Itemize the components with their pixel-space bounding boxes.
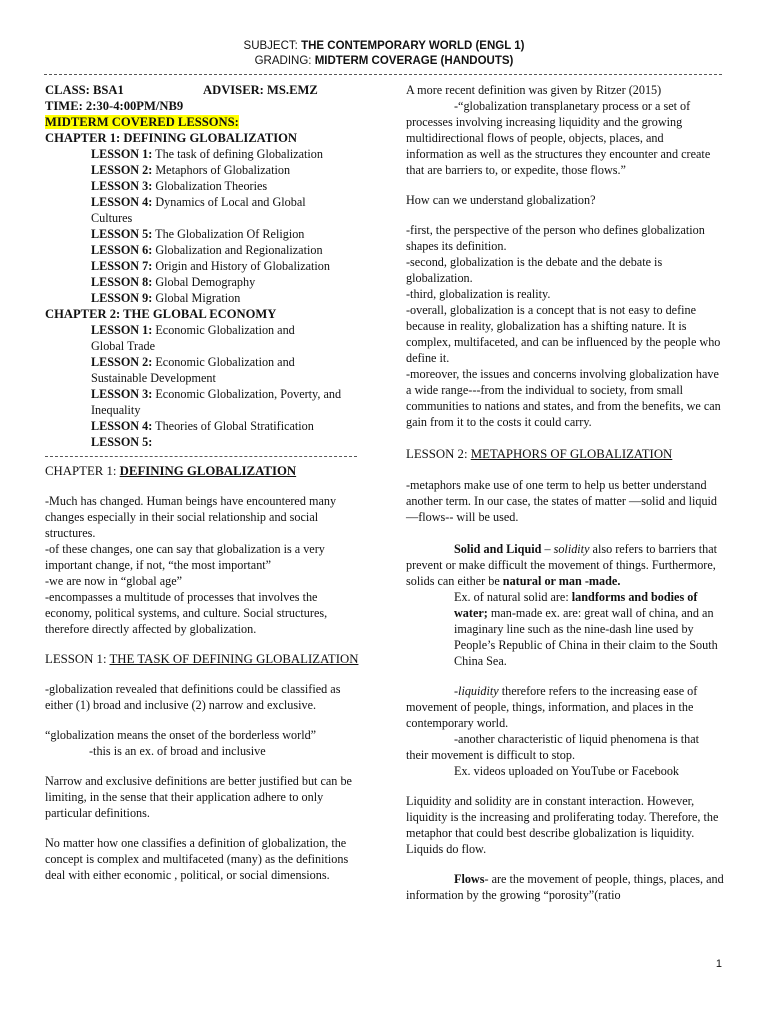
page-number: 1 (715, 958, 722, 970)
chapter1-lesson-list (45, 146, 363, 306)
paragraph: Liquidity and solidity are in constant interaction. However, liquidity is the increasing and proliferating today. Therefore, the metaphor that could best describe globalization is liquidity. Liquids do flow. (406, 793, 719, 856)
list-item: LESSON 1: The task of defining Globalization (91, 147, 323, 161)
covered-lessons-heading: MIDTERM COVERED LESSONS: (45, 115, 239, 129)
section-divider (45, 456, 357, 457)
lesson1-title: THE TASK OF DEFINING GLOBALIZATION (109, 652, 359, 666)
point: -second, globalization is the debate and the debate is globalization. (406, 255, 663, 285)
liquidity-characteristic: -another characteristic of liquid phenomena is that their movement is difficult to stop. (406, 731, 700, 762)
class-line (45, 82, 363, 98)
intro-paragraph: -we are now in “global age” (45, 574, 183, 588)
section-heading: CHAPTER 1: DEFINING GLOBALIZATION (45, 464, 297, 478)
examples-paragraph: Ex. of natural solid are: landforms and bodies of water; man-made ex. are: great wall of china, and an imaginary line such as the nine-dash line used by People’s Republic of China in their claim to the South China Sea. (454, 589, 718, 668)
point: -moreover, the issues and concerns involving globalization have a wide range---from the individual to society, from small communities to nations and states, and from the benefits, we can gain from it to the costs it could carry. (406, 367, 721, 429)
list-item: LESSON 4: Theories of Global Stratification (91, 419, 314, 433)
list-item: LESSON 3: Globalization Theories (91, 179, 268, 193)
point: -overall, globalization is a concept that is not easy to define because in reality, globalization has a shifting nature. It is complex, multifaceted, and can be influenced by the people who define it. (406, 303, 721, 365)
subject-line (0, 40, 768, 52)
quote: “globalization means the onset of the borderless world” (45, 728, 317, 742)
chapter2-lesson-list (45, 322, 363, 450)
time-text: TIME: 2:30-4:00PM/NB9 (45, 99, 184, 113)
class-text: CLASS: BSA1 (45, 83, 124, 97)
chapter2-title: CHAPTER 2: THE GLOBAL ECONOMY (45, 307, 277, 321)
adviser-text: ADVISER: MS.EMZ (203, 83, 318, 97)
list-item: LESSON 3: Economic Globalization, Poverty, and Inequality (91, 387, 342, 417)
intro-paragraph: -Much has changed. Human beings have encountered many changes especially in their social relationship and social structures. (45, 494, 337, 540)
list-item: LESSON 9: Global Migration (91, 291, 241, 305)
liquidity-example: Ex. videos uploaded on YouTube or Facebook (454, 763, 680, 778)
ritzer-intro: A more recent definition was given by Ritzer (2015) (406, 83, 662, 97)
list-item: LESSON 5: The Globalization Of Religion (91, 227, 305, 241)
quote-note: -this is an ex. of broad and inclusive (89, 744, 266, 758)
header-divider (44, 74, 722, 75)
list-item: LESSON 7: Origin and History of Globalization (91, 259, 330, 273)
list-item: LESSON 6: Globalization and Regionalization (91, 243, 323, 257)
intro-paragraph: -of these changes, one can say that globalization is a very important change, if not, “the most important” (45, 542, 325, 572)
question: How can we understand globalization? (406, 193, 596, 207)
lesson2-title: METAPHORS OF GLOBALIZATION (470, 446, 673, 461)
flows-paragraph: Flows- are the movement of people, things, places, and information by the growing “porosity”(ratio (406, 871, 724, 902)
list-item: LESSON 2: Economic Globalization and Sustainable Development (91, 355, 295, 385)
section-title: DEFINING GLOBALIZATION (119, 464, 297, 478)
intro-paragraph: -encompasses a multitude of processes that involves the economy, political systems, and culture. Social structures, therefore directly affected by globalization. (45, 590, 328, 636)
list-item: LESSON 1: Economic Globalization and Global Trade (91, 323, 295, 353)
paragraph: No matter how one classifies a definition of globalization, the concept is complex and multifaceted (many) as the definitions deal with either economic , political, or social dimensions. (45, 836, 349, 882)
lesson2-heading: LESSON 2: METAPHORS OF GLOBALIZATION (406, 446, 673, 461)
solid-paragraph: Solid and Liquid – solidity also refers to barriers that prevent or make difficult the movement of things. Furthermore, solids can either be natural or man -made. (406, 541, 718, 588)
subject-label: SUBJECT: (243, 40, 298, 52)
list-item: LESSON 8: Global Demography (91, 275, 256, 289)
list-item: LESSON 5: (91, 435, 153, 449)
chapter1-title: CHAPTER 1: DEFINING GLOBALIZATION (45, 131, 298, 145)
paragraph: -metaphors make use of one term to help us better understand another term. In our case, the states of matter —solid and liquid—flows-- will be used. (406, 478, 718, 524)
list-item: LESSON 2: Metaphors of Globalization (91, 163, 291, 177)
point: -third, globalization is reality. (406, 287, 551, 301)
point: -first, the perspective of the person who defines globalization shapes its definition. (406, 223, 705, 253)
liquidity-paragraph: -liquidity therefore refers to the increasing ease of movement of people, things, information, and places in the contemporary world. (406, 683, 698, 730)
grading-label: GRADING: (254, 55, 312, 67)
paragraph: -globalization revealed that definitions could be classified as either (1) broad and inclusive (2) narrow and exclusive. (45, 682, 341, 712)
grading-line (0, 55, 768, 67)
paragraph: Narrow and exclusive definitions are better justified but can be limiting, in the sense that their application adhere to only particular definitions. (45, 774, 352, 820)
lesson1-heading: LESSON 1: THE TASK OF DEFINING GLOBALIZATION (45, 652, 359, 666)
grading-value: MIDTERM COVERAGE (HANDOUTS) (314, 55, 514, 67)
left-column (45, 82, 363, 883)
right-column (406, 82, 724, 903)
subject-value: THE CONTEMPORARY WORLD (ENGL 1) (301, 40, 525, 52)
ritzer-quote: -“globalization transplanetary process or a set of processes involving increasing liquidity and the growing multidirectional flows of people, objects, places, and information as well as the structures they encounter and create that are barriers to, or expedite, those flows.” (406, 99, 711, 177)
list-item: LESSON 4: Dynamics of Local and Global Cultures (91, 195, 306, 225)
